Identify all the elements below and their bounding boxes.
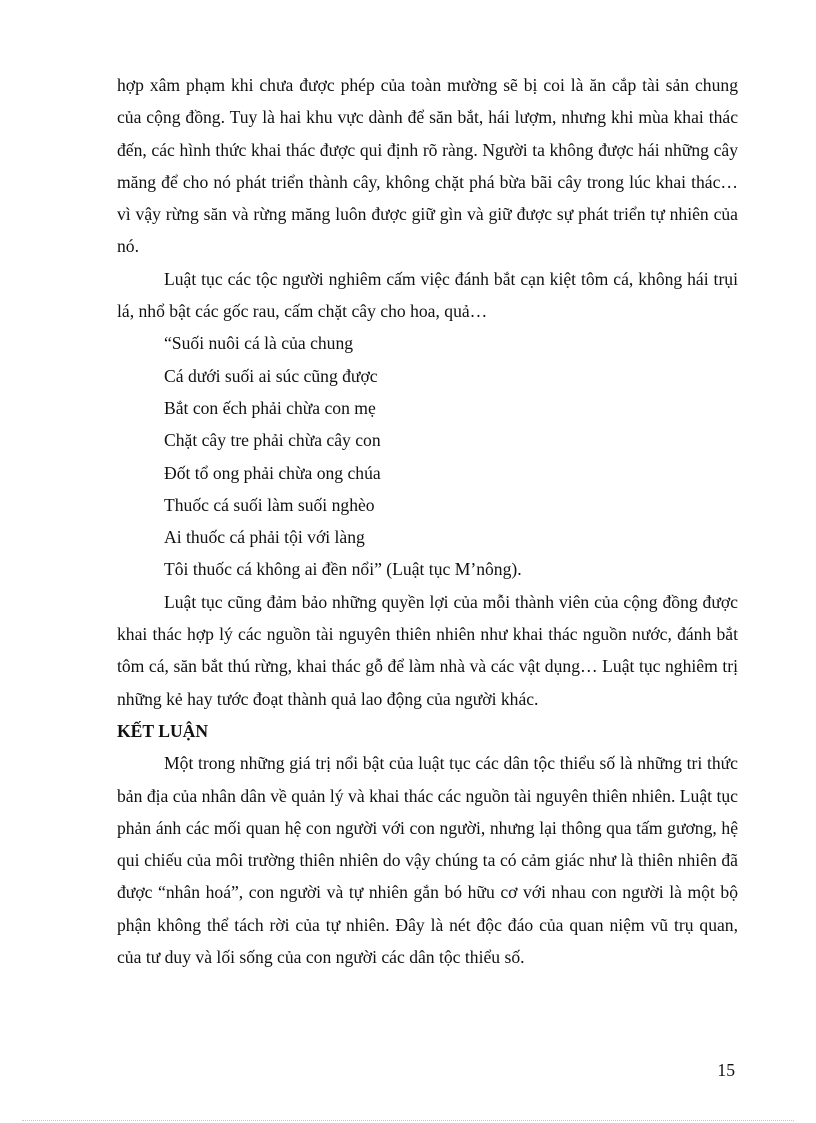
- verse-line: Bắt con ếch phải chừa con mẹ: [164, 397, 376, 418]
- verse-line: Cá dưới suối ai súc cũng được: [164, 365, 378, 386]
- paragraph-3: Luật tục cũng đảm bảo những quyền lợi của mỗi thành viên của cộng đồng được khai thác hợp lý các nguồn tài nguyên thiên nhiên như khai thác nguồn nước, đánh bắt tôm cá, săn bắt thú rừng, khai thác gỗ để làm nhà và các vật dụng… Luật tục nghiêm trị những kẻ hay tước đoạt thành quả lao động của người khác.: [117, 591, 738, 709]
- page-number: 15: [717, 1060, 735, 1080]
- verse-line: Thuốc cá suối làm suối nghèo: [164, 494, 375, 515]
- verse-line: Chặt cây tre phải chừa cây con: [164, 430, 381, 451]
- paragraph-4: Một trong những giá trị nổi bật của luật tục các dân tộc thiểu số là những tri thức bản địa của nhân dân về quản lý và khai thác các nguồn tài nguyên thiên nhiên. Luật tục phản ánh các mối quan hệ con người với con người, nhưng lại thông qua tấm gương, hệ qui chiếu của môi trường thiên nhiên do vậy chúng ta có cảm giác như là thiên nhiên đã được “nhân hoá”, con người và tự nhiên gắn bó hữu cơ với nhau con người là một bộ phận không thể tách rời của tự nhiên. Đây là nét độc đáo của quan niệm vũ trụ quan, của tư duy và lối sống của con người các dân tộc thiểu số.: [117, 753, 738, 968]
- verse-line: Ai thuốc cá phải tội với làng: [164, 527, 365, 548]
- verse-line: Tôi thuốc cá không ai đền nổi” (Luật tục M’nông).: [164, 559, 522, 580]
- page-bottom-divider: [22, 1120, 794, 1121]
- verse-block: [117, 327, 738, 585]
- section-heading: KẾT LUẬN: [117, 720, 209, 741]
- verse-line: Đốt tổ ong phải chừa ong chúa: [164, 462, 381, 483]
- paragraph-1: hợp xâm phạm khi chưa được phép của toàn mường sẽ bị coi là ăn cắp tài sản chung của cộng đồng. Tuy là hai khu vực dành để săn bắt, hái lượm, nhưng khi mùa khai thác đến, các hình thức khai thác được qui định rõ ràng. Người ta không được hái những cây măng để cho nó phát triển thành cây, không chặt phá bừa bãi cây trong lúc khai thác… vì vậy rừng săn và rừng măng luôn được giữ gìn và giữ được sự phát triển tự nhiên của nó.: [117, 75, 738, 257]
- page-body: [117, 69, 738, 973]
- paragraph-2: Luật tục các tộc người nghiêm cấm việc đánh bắt cạn kiệt tôm cá, không hái trụi lá, nhổ bật các gốc rau, cấm chặt cây cho hoa, quả…: [117, 268, 738, 322]
- verse-line: “Suối nuôi cá là của chung: [164, 333, 354, 354]
